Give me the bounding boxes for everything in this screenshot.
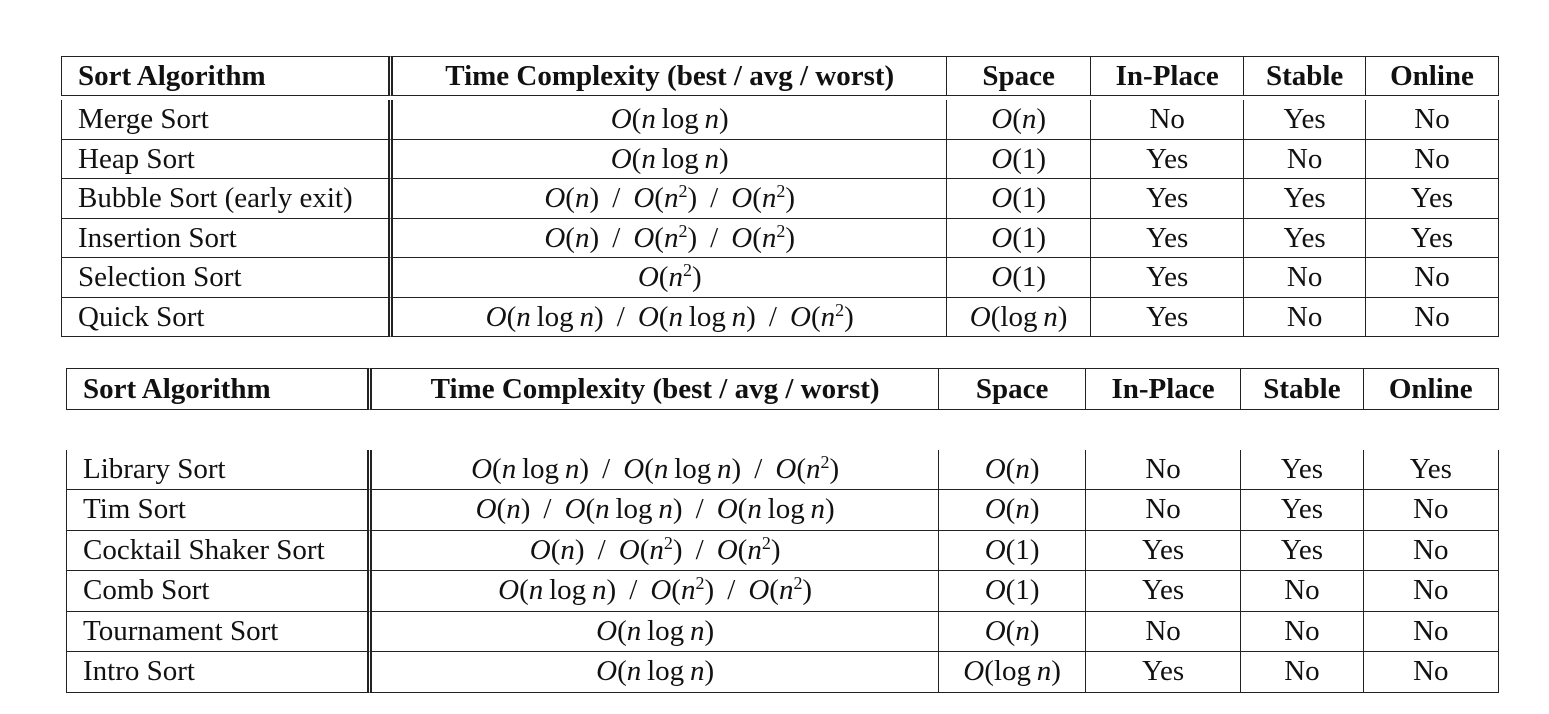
online-cell: No xyxy=(1364,652,1499,693)
algorithm-name-cell: Heap Sort xyxy=(61,140,393,180)
header-online: Online xyxy=(1366,56,1499,96)
in-place-cell: No xyxy=(1086,450,1241,491)
table-row xyxy=(66,612,1499,653)
table-body xyxy=(61,96,1499,337)
online-cell: No xyxy=(1364,490,1499,531)
algorithm-name-cell: Bubble Sort (early exit) xyxy=(61,179,393,219)
in-place-cell: Yes xyxy=(1091,219,1244,259)
header-online: Online xyxy=(1364,368,1499,410)
stable-cell: Yes xyxy=(1244,100,1366,140)
table-row xyxy=(61,140,1499,180)
algorithm-name-cell: Comb Sort xyxy=(66,571,372,612)
time-complexity-cell: $O(n) / O(n^2) / O(n^2)$ xyxy=(372,531,940,572)
stable-cell: Yes xyxy=(1241,531,1363,572)
header-stable: Stable xyxy=(1241,368,1363,410)
stable-cell: Yes xyxy=(1244,219,1366,259)
space-complexity-cell: O(log n) xyxy=(939,652,1085,693)
online-cell: No xyxy=(1364,612,1499,653)
header-time-complexity: Time Complexity (best / avg / worst) xyxy=(372,368,940,410)
stable-cell: Yes xyxy=(1244,179,1366,219)
time-complexity-cell: O(n log n) xyxy=(393,100,947,140)
algorithm-name-cell: Selection Sort xyxy=(61,258,393,298)
space-complexity-cell: O(1) xyxy=(947,258,1091,298)
table-row xyxy=(61,298,1499,338)
space-complexity-cell: O(1) xyxy=(939,571,1085,612)
online-cell: No xyxy=(1364,531,1499,572)
table-row xyxy=(66,531,1499,572)
in-place-cell: No xyxy=(1091,100,1244,140)
table-row xyxy=(66,652,1499,693)
header-in-place: In-Place xyxy=(1086,368,1241,410)
online-cell: No xyxy=(1366,140,1499,180)
online-cell: No xyxy=(1366,100,1499,140)
time-complexity-cell: O(n log n) xyxy=(393,140,947,180)
table-header-row xyxy=(66,368,1499,410)
header-space: Space xyxy=(939,368,1085,410)
algorithm-name-cell: Intro Sort xyxy=(66,652,372,693)
header-time-complexity: Time Complexity (best / avg / worst) xyxy=(393,56,947,96)
space-complexity-cell: O(n) xyxy=(939,450,1085,491)
space-complexity-cell: O(n) xyxy=(947,100,1091,140)
algorithm-name-cell: Tournament Sort xyxy=(66,612,372,653)
in-place-cell: Yes xyxy=(1091,179,1244,219)
time-complexity-cell: O(n) / O(n log n) / O(n log n) xyxy=(372,490,940,531)
header-sort-algorithm: Sort Algorithm xyxy=(66,368,372,410)
time-complexity-cell: $O(n) / O(n^2) / O(n^2)$ xyxy=(393,219,947,259)
algorithm-name-cell: Quick Sort xyxy=(61,298,393,338)
time-complexity-cell: O(n $\log n) / O(n^2) / O(n^2)$ xyxy=(372,571,940,612)
online-cell: No xyxy=(1366,298,1499,338)
time-complexity-cell: O(n log n) / O(n $\log n) / O(n^2)$ xyxy=(372,450,940,491)
space-complexity-cell: O(1) xyxy=(947,219,1091,259)
algorithm-name-cell: Cocktail Shaker Sort xyxy=(66,531,372,572)
space-complexity-cell: O(1) xyxy=(947,140,1091,180)
in-place-cell: No xyxy=(1086,490,1241,531)
algorithm-name-cell: Library Sort xyxy=(66,450,372,491)
algorithm-name-cell: Merge Sort xyxy=(61,100,393,140)
stable-cell: Yes xyxy=(1241,450,1363,491)
table-row xyxy=(61,219,1499,259)
stable-cell: No xyxy=(1241,571,1363,612)
header-gap xyxy=(66,410,1499,450)
in-place-cell: Yes xyxy=(1091,140,1244,180)
algorithm-name-cell: Insertion Sort xyxy=(61,219,393,259)
online-cell: Yes xyxy=(1366,179,1499,219)
stable-cell: No xyxy=(1244,140,1366,180)
stable-cell: No xyxy=(1241,652,1363,693)
table-header-row xyxy=(61,56,1499,96)
algorithm-name-cell: Tim Sort xyxy=(66,490,372,531)
table-row xyxy=(66,450,1499,491)
space-complexity-cell: O(1) xyxy=(947,179,1091,219)
in-place-cell: No xyxy=(1086,612,1241,653)
online-cell: No xyxy=(1366,258,1499,298)
space-complexity-cell: O(n) xyxy=(939,490,1085,531)
in-place-cell: Yes xyxy=(1086,652,1241,693)
time-complexity-cell: O(n log n) / O(n $\log n) / O(n^2)$ xyxy=(393,298,947,338)
space-complexity-cell: O(log n) xyxy=(947,298,1091,338)
header-stable: Stable xyxy=(1244,56,1366,96)
time-complexity-cell: O(n log n) xyxy=(372,652,940,693)
header-in-place: In-Place xyxy=(1091,56,1244,96)
online-cell: Yes xyxy=(1364,450,1499,491)
header-sort-algorithm: Sort Algorithm xyxy=(61,56,393,96)
table-row xyxy=(61,179,1499,219)
online-cell: No xyxy=(1364,571,1499,612)
time-complexity-cell: O(n log n) xyxy=(372,612,940,653)
stable-cell: No xyxy=(1241,612,1363,653)
table-row xyxy=(61,258,1499,298)
stable-cell: No xyxy=(1244,258,1366,298)
space-complexity-cell: O(n) xyxy=(939,612,1085,653)
space-complexity-cell: O(1) xyxy=(939,531,1085,572)
stable-cell: Yes xyxy=(1241,490,1363,531)
in-place-cell: Yes xyxy=(1086,531,1241,572)
online-cell: Yes xyxy=(1366,219,1499,259)
time-complexity-cell: $O(n^2)$ xyxy=(393,258,947,298)
table-row xyxy=(66,490,1499,531)
sort-table-2 xyxy=(66,368,1499,693)
in-place-cell: Yes xyxy=(1091,258,1244,298)
sort-table-1 xyxy=(61,56,1499,337)
in-place-cell: Yes xyxy=(1086,571,1241,612)
table-body xyxy=(66,410,1499,693)
table-row xyxy=(66,571,1499,612)
time-complexity-cell: $O(n) / O(n^2) / O(n^2)$ xyxy=(393,179,947,219)
in-place-cell: Yes xyxy=(1091,298,1244,338)
header-space: Space xyxy=(947,56,1091,96)
stable-cell: No xyxy=(1244,298,1366,338)
table-row xyxy=(61,100,1499,140)
